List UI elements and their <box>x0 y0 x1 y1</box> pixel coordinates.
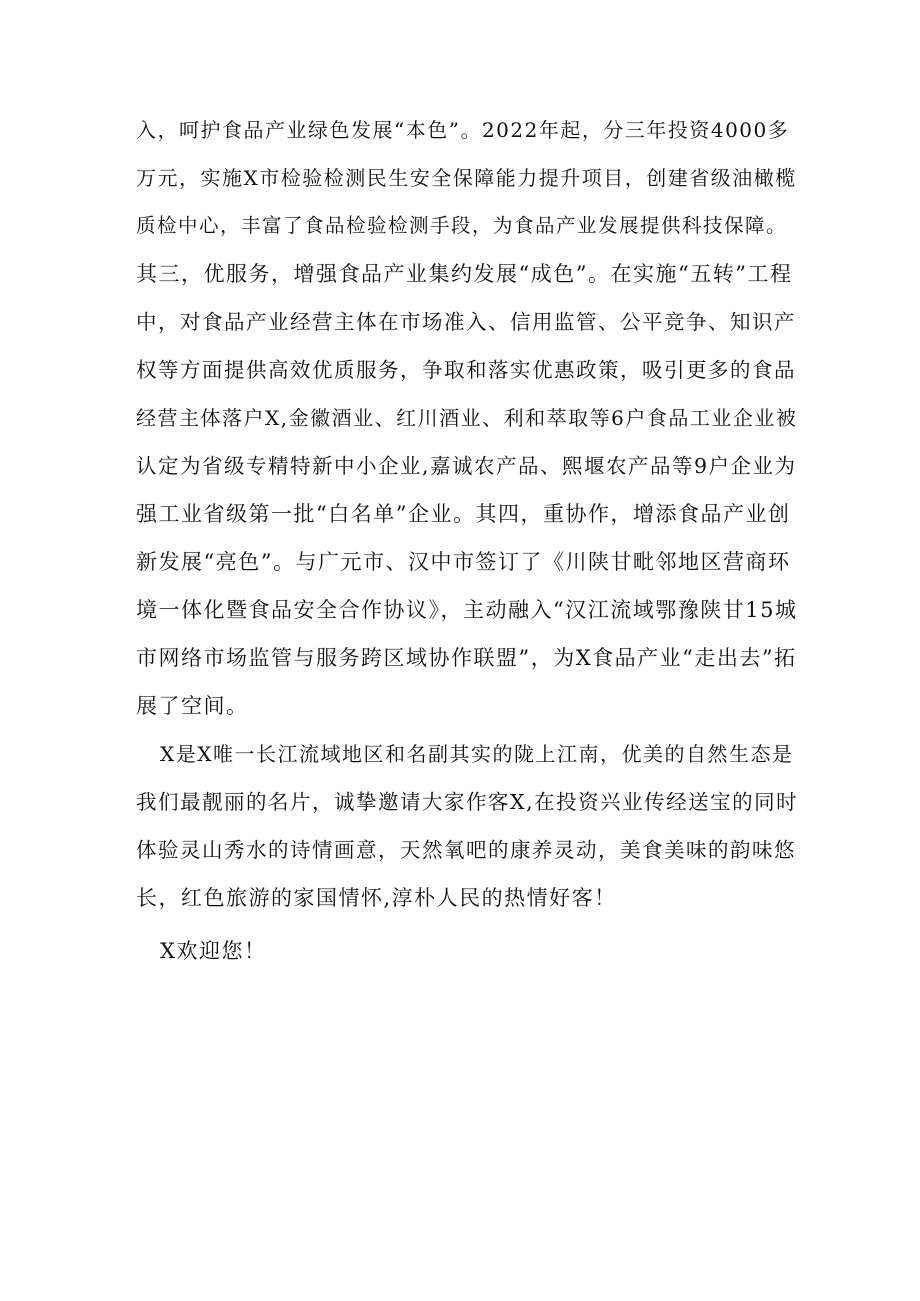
text-line: 我们最靓丽的名片，诚挚邀请大家作客X,在投资兴业传经送宝的同时 <box>136 790 799 814</box>
text-line: 认定为省级专精特新中小企业,嘉诚农产品、熙堰农产品等9户企业为 <box>136 454 797 478</box>
text-line: 展了空间。 <box>136 694 249 718</box>
text-line: 万元，实施X市检验检测民生安全保障能力提升项目，创建省级油橄榄 <box>136 166 797 190</box>
text-line: 中，对食品产业经营主体在市场准入、信用监管、公平竞争、知识产 <box>136 310 796 334</box>
text-line: 长，红色旅游的家国情怀,淳朴人民的热情好客！ <box>136 886 617 910</box>
text-line: 强工业省级第一批“白名单”企业。其四，重协作，增添食品产业创 <box>136 502 791 526</box>
paragraph-first-line: X是X唯一长江流域地区和名副其实的陇上江南，优美的自然生态是 <box>160 742 794 766</box>
text-line: 新发展“亮色”。与广元市、汉中市签订了《川陕甘毗邻地区营商环 <box>136 550 791 574</box>
text-line: 体验灵山秀水的诗情画意，天然氧吧的康养灵动，美食美味的韵味悠 <box>136 838 796 862</box>
text-line: 经营主体落户X,金徽酒业、红川酒业、利和萃取等6户食品工业企业被 <box>136 406 798 430</box>
closing-line: X欢迎您！ <box>160 939 267 963</box>
text-line: 市网络市场监管与服务跨区域协作联盟”，为X食品产业“走出去”拓 <box>136 646 797 670</box>
text-line: 权等方面提供高效优质服务，争取和落实优惠政策，吸引更多的食品 <box>136 358 796 382</box>
text-line: 境一体化暨食品安全合作协议》，主动融入“汉江流域鄂豫陕甘15城 <box>136 598 798 622</box>
text-line: 入，呵护食品产业绿色发展“本色”。2022年起，分三年投资4000多 <box>136 118 790 142</box>
text-line: 其三，优服务，增强食品产业集约发展“成色”。在实施“五转”工程 <box>136 262 793 286</box>
text-line: 质检中心，丰富了食品检验检测手段，为食品产业发展提供科技保障。 <box>136 214 788 237</box>
